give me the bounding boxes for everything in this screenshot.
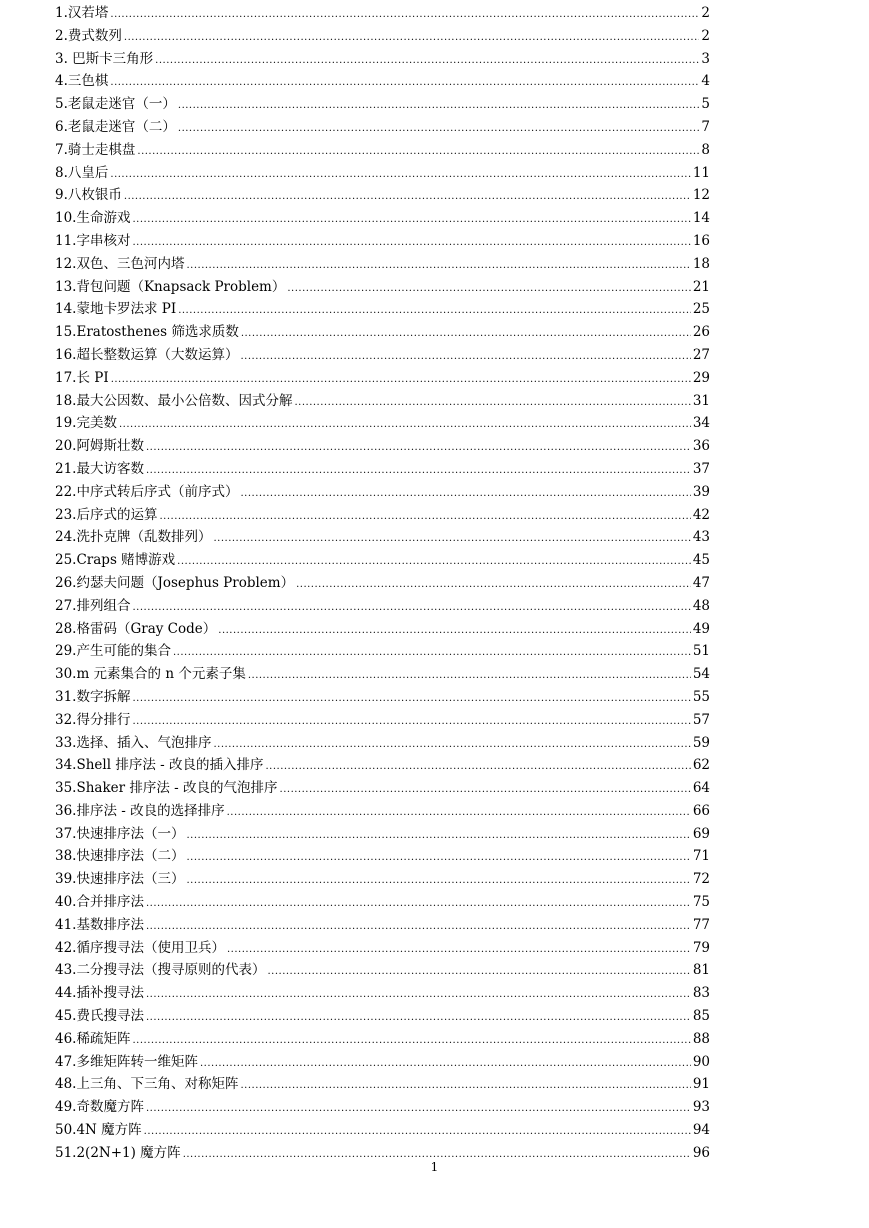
toc-leader-dots [132, 230, 690, 255]
toc-leader-dots [186, 823, 690, 848]
toc-entry-page: 27 [692, 346, 710, 363]
toc-leader-dots [155, 48, 699, 73]
toc-entry-title: 41.基数排序法 [55, 916, 144, 933]
toc-leader-dots [146, 982, 691, 1007]
toc-entry-page: 69 [692, 825, 710, 842]
toc-leader-dots [213, 526, 690, 551]
toc-leader-dots [110, 2, 699, 27]
toc-entry[interactable] [55, 412, 710, 435]
toc-entry[interactable] [55, 276, 710, 299]
toc-entry-title: 16.超长整数运算（大数运算） [55, 346, 239, 363]
toc-entry[interactable] [55, 1005, 710, 1028]
toc-entry-title: 30.m 元素集合的 n 个元素子集 [55, 666, 246, 683]
toc-entry[interactable] [55, 526, 710, 549]
toc-entry-page: 59 [692, 734, 710, 751]
toc-leader-dots [218, 618, 691, 643]
toc-entry[interactable] [55, 914, 710, 937]
toc-entry[interactable] [55, 70, 710, 93]
toc-leader-dots [146, 1096, 691, 1121]
toc-entry[interactable] [55, 595, 710, 618]
toc-entry-page: 72 [692, 871, 710, 888]
toc-entry-title: 47.多维矩阵转一维矩阵 [55, 1053, 198, 1070]
toc-leader-dots [186, 845, 690, 870]
toc-entry-title: 40.合并排序法 [55, 894, 144, 911]
toc-entry-page: 12 [692, 187, 710, 204]
toc-entry[interactable] [55, 139, 710, 162]
toc-entry-title: 36.排序法 - 改良的选择排序 [55, 802, 225, 819]
toc-entry-page: 71 [692, 848, 710, 865]
toc-entry-title: 8.八皇后 [55, 164, 109, 181]
toc-entry[interactable] [55, 435, 710, 458]
toc-entry-title: 45.费氏搜寻法 [55, 1008, 144, 1025]
toc-entry[interactable] [55, 1051, 710, 1074]
toc-entry[interactable] [55, 184, 710, 207]
toc-entry-title: 44.插补搜寻法 [55, 985, 144, 1002]
toc-entry-title: 28.格雷码（Gray Code） [55, 620, 217, 637]
toc-leader-dots [227, 937, 691, 962]
page-number: 1 [430, 1160, 439, 1174]
toc-entry[interactable] [55, 868, 710, 891]
toc-entry-title: 19.完美数 [55, 415, 117, 432]
toc-entry-page: 57 [692, 711, 710, 728]
toc-entry[interactable] [55, 367, 710, 390]
toc-entry-title: 27.排列组合 [55, 597, 131, 614]
toc-entry-title: 9.八枚银币 [55, 187, 122, 204]
toc-leader-dots [132, 1028, 690, 1053]
toc-entry-title: 38.快速排序法（二） [55, 848, 185, 865]
toc-entry-page: 29 [692, 369, 710, 386]
toc-entry[interactable] [55, 663, 710, 686]
toc-entry-page: 8 [701, 141, 710, 158]
toc-entry-page: 21 [692, 278, 710, 295]
toc-entry[interactable] [55, 162, 710, 185]
toc-entry-page: 62 [692, 757, 710, 774]
toc-entry[interactable] [55, 891, 710, 914]
toc-entry-page: 42 [692, 506, 710, 523]
toc-entry[interactable] [55, 504, 710, 527]
toc-entry-title: 39.快速排序法（三） [55, 871, 185, 888]
toc-leader-dots [240, 481, 690, 506]
toc-entry-title: 6.老鼠走迷官（二） [55, 118, 176, 135]
toc-entry-page: 16 [692, 232, 710, 249]
toc-entry[interactable] [55, 298, 710, 321]
toc-entry[interactable] [55, 937, 710, 960]
toc-entry[interactable] [55, 116, 710, 139]
toc-entry-page: 75 [692, 894, 710, 911]
toc-entry-page: 96 [692, 1144, 710, 1161]
toc-entry-page: 54 [692, 666, 710, 683]
toc-leader-dots [159, 504, 690, 529]
toc-entry[interactable] [55, 754, 710, 777]
toc-entry-title: 17.长 PI [55, 369, 109, 386]
toc-entry[interactable] [55, 732, 710, 755]
toc-entry-title: 7.骑士走棋盘 [55, 141, 136, 158]
toc-leader-dots [173, 640, 691, 665]
toc-entry-page: 85 [692, 1008, 710, 1025]
toc-entry-page: 39 [692, 483, 710, 500]
toc-entry[interactable] [55, 481, 710, 504]
toc-leader-dots [132, 207, 690, 232]
toc-entry-title: 49.奇数魔方阵 [55, 1099, 144, 1116]
toc-leader-dots [110, 162, 690, 187]
toc-entry-page: 81 [692, 962, 710, 979]
toc-leader-dots [178, 116, 700, 141]
toc-leader-dots [267, 959, 690, 984]
toc-entry-title: 3. 巴斯卡三角形 [55, 50, 154, 67]
toc-entry-page: 7 [701, 118, 710, 135]
toc-entry-page: 77 [692, 916, 710, 933]
toc-entry-title: 24.洗扑克牌（乱数排列） [55, 529, 212, 546]
toc-leader-dots [186, 253, 690, 278]
toc-entry-title: 14.蒙地卡罗法求 PI [55, 301, 177, 318]
toc-entry[interactable] [55, 1028, 710, 1051]
toc-entry-title: 11.字串核对 [55, 232, 131, 249]
toc-entry-title: 21.最大访客数 [55, 460, 144, 477]
toc-entry[interactable] [55, 207, 710, 230]
toc-entry-title: 50.4N 魔方阵 [55, 1122, 142, 1139]
toc-entry[interactable] [55, 458, 710, 481]
toc-entry[interactable] [55, 572, 710, 595]
toc-leader-dots [186, 868, 690, 893]
toc-entry[interactable] [55, 982, 710, 1005]
toc-entry-page: 49 [692, 620, 710, 637]
toc-entry[interactable] [55, 686, 710, 709]
toc-leader-dots [177, 549, 691, 574]
toc-entry-title: 37.快速排序法（一） [55, 825, 185, 842]
toc-entry-page: 45 [692, 552, 710, 569]
toc-entry-page: 26 [692, 324, 710, 341]
toc-entry-title: 35.Shaker 排序法 - 改良的气泡排序 [55, 780, 278, 797]
toc-leader-dots [248, 663, 691, 688]
toc-entry-page: 11 [692, 164, 710, 181]
toc-entry-page: 91 [692, 1076, 710, 1093]
toc-leader-dots [146, 914, 691, 939]
toc-entry[interactable] [55, 618, 710, 641]
toc-leader-dots [287, 276, 690, 301]
toc-entry-page: 66 [692, 802, 710, 819]
toc-entry-title: 48.上三角、下三角、对称矩阵 [55, 1076, 239, 1093]
toc-entry-page: 43 [692, 529, 710, 546]
toc-leader-dots [124, 184, 691, 209]
toc-entry[interactable] [55, 93, 710, 116]
toc-leader-dots [213, 732, 690, 757]
toc-entry[interactable] [55, 1119, 710, 1142]
toc-entry[interactable] [55, 1073, 710, 1096]
toc-entry[interactable] [55, 959, 710, 982]
toc-leader-dots [280, 777, 691, 802]
toc-entry[interactable] [55, 48, 710, 71]
toc-leader-dots [132, 595, 690, 620]
toc-leader-dots [240, 1073, 690, 1098]
toc-leader-dots [146, 458, 691, 483]
toc-entry-page: 94 [692, 1122, 710, 1139]
toc-entry-page: 47 [692, 574, 710, 591]
toc-entry-page: 31 [692, 392, 710, 409]
toc-leader-dots [294, 390, 690, 415]
toc-leader-dots [241, 321, 691, 346]
toc-entry-title: 2.费式数列 [55, 27, 122, 44]
toc-entry-title: 18.最大公因数、最小公倍数、因式分解 [55, 392, 293, 409]
toc-entry-page: 90 [692, 1053, 710, 1070]
toc-entry-title: 20.阿姆斯壮数 [55, 438, 144, 455]
toc-entry[interactable] [55, 390, 710, 413]
toc-entry[interactable] [55, 321, 710, 344]
toc-leader-dots [146, 1005, 691, 1030]
toc-entry-title: 32.得分排行 [55, 711, 131, 728]
toc-entry[interactable] [55, 709, 710, 732]
toc-entry-page: 88 [692, 1030, 710, 1047]
toc-leader-dots [227, 800, 691, 825]
toc-entry-title: 34.Shell 排序法 - 改良的插入排序 [55, 757, 264, 774]
toc-leader-dots [200, 1051, 691, 1076]
toc-entry-page: 79 [692, 939, 710, 956]
toc-entry-title: 13.背包问题（Knapsack Problem） [55, 278, 286, 295]
toc-entry-page: 2 [701, 27, 710, 44]
toc-leader-dots [137, 139, 699, 164]
toc-entry-title: 12.双色、三色河内塔 [55, 255, 185, 272]
toc-entry[interactable] [55, 549, 710, 572]
toc-entry[interactable] [55, 230, 710, 253]
toc-entry[interactable] [55, 640, 710, 663]
toc-entry-page: 48 [692, 597, 710, 614]
toc-entry-title: 51.2(2N+1) 魔方阵 [55, 1144, 181, 1161]
toc-leader-dots [240, 344, 690, 369]
toc-entry[interactable] [55, 253, 710, 276]
toc-entry-page: 14 [692, 210, 710, 227]
toc-entry-page: 51 [692, 643, 710, 660]
toc-entry-page: 93 [692, 1099, 710, 1116]
toc-entry-page: 25 [692, 301, 710, 318]
toc-entry-page: 37 [692, 460, 710, 477]
toc-entry-page: 3 [701, 50, 710, 67]
toc-entry-page: 5 [701, 96, 710, 113]
toc-leader-dots [178, 93, 700, 118]
toc-entry-title: 29.产生可能的集合 [55, 643, 171, 660]
toc-entry-title: 33.选择、插入、气泡排序 [55, 734, 212, 751]
table-of-contents [55, 2, 710, 1165]
toc-leader-dots [296, 572, 691, 597]
toc-leader-dots [265, 754, 690, 779]
toc-entry[interactable] [55, 800, 710, 823]
toc-entry-page: 64 [692, 780, 710, 797]
toc-entry[interactable] [55, 777, 710, 800]
toc-entry-page: 18 [692, 255, 710, 272]
toc-entry-title: 42.循序搜寻法（使用卫兵） [55, 939, 225, 956]
toc-entry[interactable] [55, 845, 710, 868]
toc-leader-dots [146, 891, 691, 916]
toc-entry-page: 4 [701, 73, 710, 90]
toc-entry-title: 23.后序式的运算 [55, 506, 158, 523]
toc-leader-dots [178, 298, 691, 323]
toc-entry-page: 36 [692, 438, 710, 455]
toc-entry[interactable] [55, 1096, 710, 1119]
toc-entry-title: 1.汉若塔 [55, 5, 109, 21]
toc-entry-title: 4.三色棋 [55, 73, 109, 90]
toc-entry-title: 22.中序式转后序式（前序式） [55, 483, 239, 500]
toc-entry-title: 5.老鼠走迷官（一） [55, 96, 176, 113]
toc-leader-dots [119, 412, 691, 437]
toc-entry-title: 46.稀疏矩阵 [55, 1030, 131, 1047]
toc-leader-dots [132, 709, 690, 734]
toc-entry-title: 15.Eratosthenes 筛选求质数 [55, 324, 239, 341]
toc-leader-dots [111, 367, 691, 392]
toc-entry-page: 2 [701, 5, 710, 21]
toc-entry[interactable] [55, 344, 710, 367]
toc-entry[interactable] [55, 25, 710, 48]
toc-entry-title: 43.二分搜寻法（搜寻原则的代表） [55, 962, 266, 979]
toc-leader-dots [144, 1119, 691, 1144]
toc-entry[interactable] [55, 823, 710, 846]
toc-entry-page: 55 [692, 688, 710, 705]
toc-entry-title: 26.约瑟夫问题（Josephus Problem） [55, 574, 295, 591]
toc-entry-title: 31.数字拆解 [55, 688, 131, 705]
toc-leader-dots [110, 70, 699, 95]
toc-leader-dots [146, 435, 691, 460]
toc-leader-dots [124, 25, 700, 50]
toc-entry-page: 83 [692, 985, 710, 1002]
toc-leader-dots [132, 686, 690, 711]
toc-entry-page: 34 [692, 415, 710, 432]
toc-entry-title: 25.Craps 赌博游戏 [55, 552, 176, 569]
toc-entry[interactable] [55, 2, 710, 25]
toc-entry-title: 10.生命游戏 [55, 210, 131, 227]
